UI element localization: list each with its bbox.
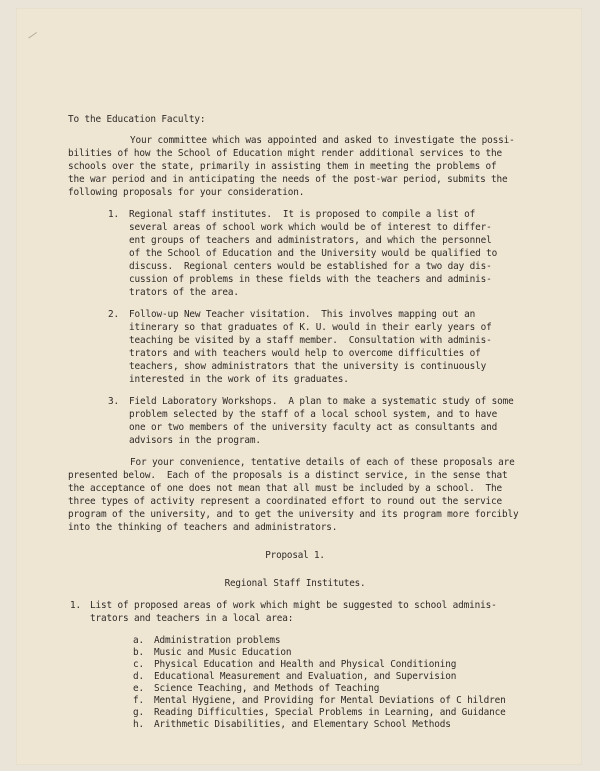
area-item: Mental Hygiene, and Providing for Mental Deviations of C hildren	[154, 695, 506, 706]
convenience-line: For your convenience, tentative details of each of these proposals are	[130, 457, 515, 468]
proposal-line: teaching be visited by a staff member. Consultation with adminis-	[129, 335, 492, 346]
area-item: Science Teaching, and Methods of Teaching	[154, 683, 380, 694]
area-item: Educational Measurement and Evaluation, and Supervision	[154, 671, 457, 682]
area-letter: e.	[133, 683, 144, 694]
proposal-number: 2.	[108, 309, 119, 320]
proposal-line: problem selected by the staff of a local school system, and to have	[129, 409, 498, 420]
area-item: Reading Difficulties, Special Problems in Learning, and Guidance	[154, 707, 506, 718]
proposal-heading: Proposal 1.	[265, 550, 325, 561]
area-item: Administration problems	[154, 635, 281, 646]
list-item-number: 1.	[70, 600, 81, 611]
proposal-line: Field Laboratory Workshops. A plan to make a systematic study of some	[129, 396, 514, 407]
proposal-line: advisors in the program.	[129, 435, 261, 446]
salutation: To the Education Faculty:	[68, 114, 206, 125]
area-letter: f.	[133, 695, 144, 706]
intro-line: schools over the state, primarily in assisting them in meeting the problems of	[68, 161, 497, 172]
area-letter: g.	[133, 707, 144, 718]
proposal-line: several areas of school work which would be of interest to differ-	[129, 222, 492, 233]
area-item: Arithmetic Disabilities, and Elementary School Methods	[154, 719, 451, 730]
proposal-line: itinerary so that graduates of K. U. would in their early years of	[129, 322, 492, 333]
area-item: Physical Education and Health and Physical Conditioning	[154, 659, 457, 670]
proposal-line: Follow-up New Teacher visitation. This involves mapping out an	[129, 309, 476, 320]
area-item: Music and Music Education	[154, 647, 292, 658]
intro-line: following proposals for your consideration.	[68, 187, 305, 198]
proposal-number: 3.	[108, 396, 119, 407]
intro-line: Your committee which was appointed and asked to investigate the possi-	[130, 135, 515, 146]
area-letter: a.	[133, 635, 144, 646]
proposal-line: cussion of problems in these fields with the teachers and adminis-	[129, 274, 492, 285]
proposal-subheading: Regional Staff Institutes.	[224, 578, 366, 589]
proposal-number: 1.	[108, 209, 119, 220]
proposal-line: one or two members of the university faculty act as consultants and	[129, 422, 498, 433]
proposal-line: ent groups of teachers and administrators, and which the personnel	[129, 235, 492, 246]
proposal-line: interested in the work of its graduates.	[129, 374, 349, 385]
convenience-line: program of the university, and to get the university and its program more forcibly	[68, 509, 519, 520]
area-letter: h.	[133, 719, 144, 730]
proposal-line: teachers, show administrators that the university is continuously	[129, 361, 487, 372]
area-letter: b.	[133, 647, 144, 658]
convenience-line: the acceptance of one does not mean that all must be included by a school. The	[68, 483, 503, 494]
intro-line: the war period and in anticipating the needs of the post-war period, submits the	[68, 174, 508, 185]
convenience-line: presented below. Each of the proposals is a distinct service, in the sense that	[68, 470, 508, 481]
proposal-line: trators and with teachers would help to overcome difficulties of	[129, 348, 481, 359]
area-letter: d.	[133, 671, 144, 682]
convenience-line: three types of activity represent a coordinated effort to round out the service	[68, 496, 503, 507]
list-item-line: trators and teachers in a local area:	[90, 613, 294, 624]
document-page	[16, 8, 582, 765]
proposal-line: discuss. Regional centers would be established for a two day dis-	[129, 261, 492, 272]
area-letter: c.	[133, 659, 144, 670]
intro-line: bilities of how the School of Education might render additional services to the	[68, 148, 503, 159]
proposal-line: trators of the area.	[129, 287, 239, 298]
proposal-line: of the School of Education and the University would be qualified to	[129, 248, 498, 259]
paper-mark	[28, 32, 41, 45]
convenience-line: into the thinking of teachers and administrators.	[68, 522, 338, 533]
list-item-line: List of proposed areas of work which might be suggested to school adminis-	[90, 600, 497, 611]
proposal-line: Regional staff institutes. It is proposed to compile a list of	[129, 209, 476, 220]
